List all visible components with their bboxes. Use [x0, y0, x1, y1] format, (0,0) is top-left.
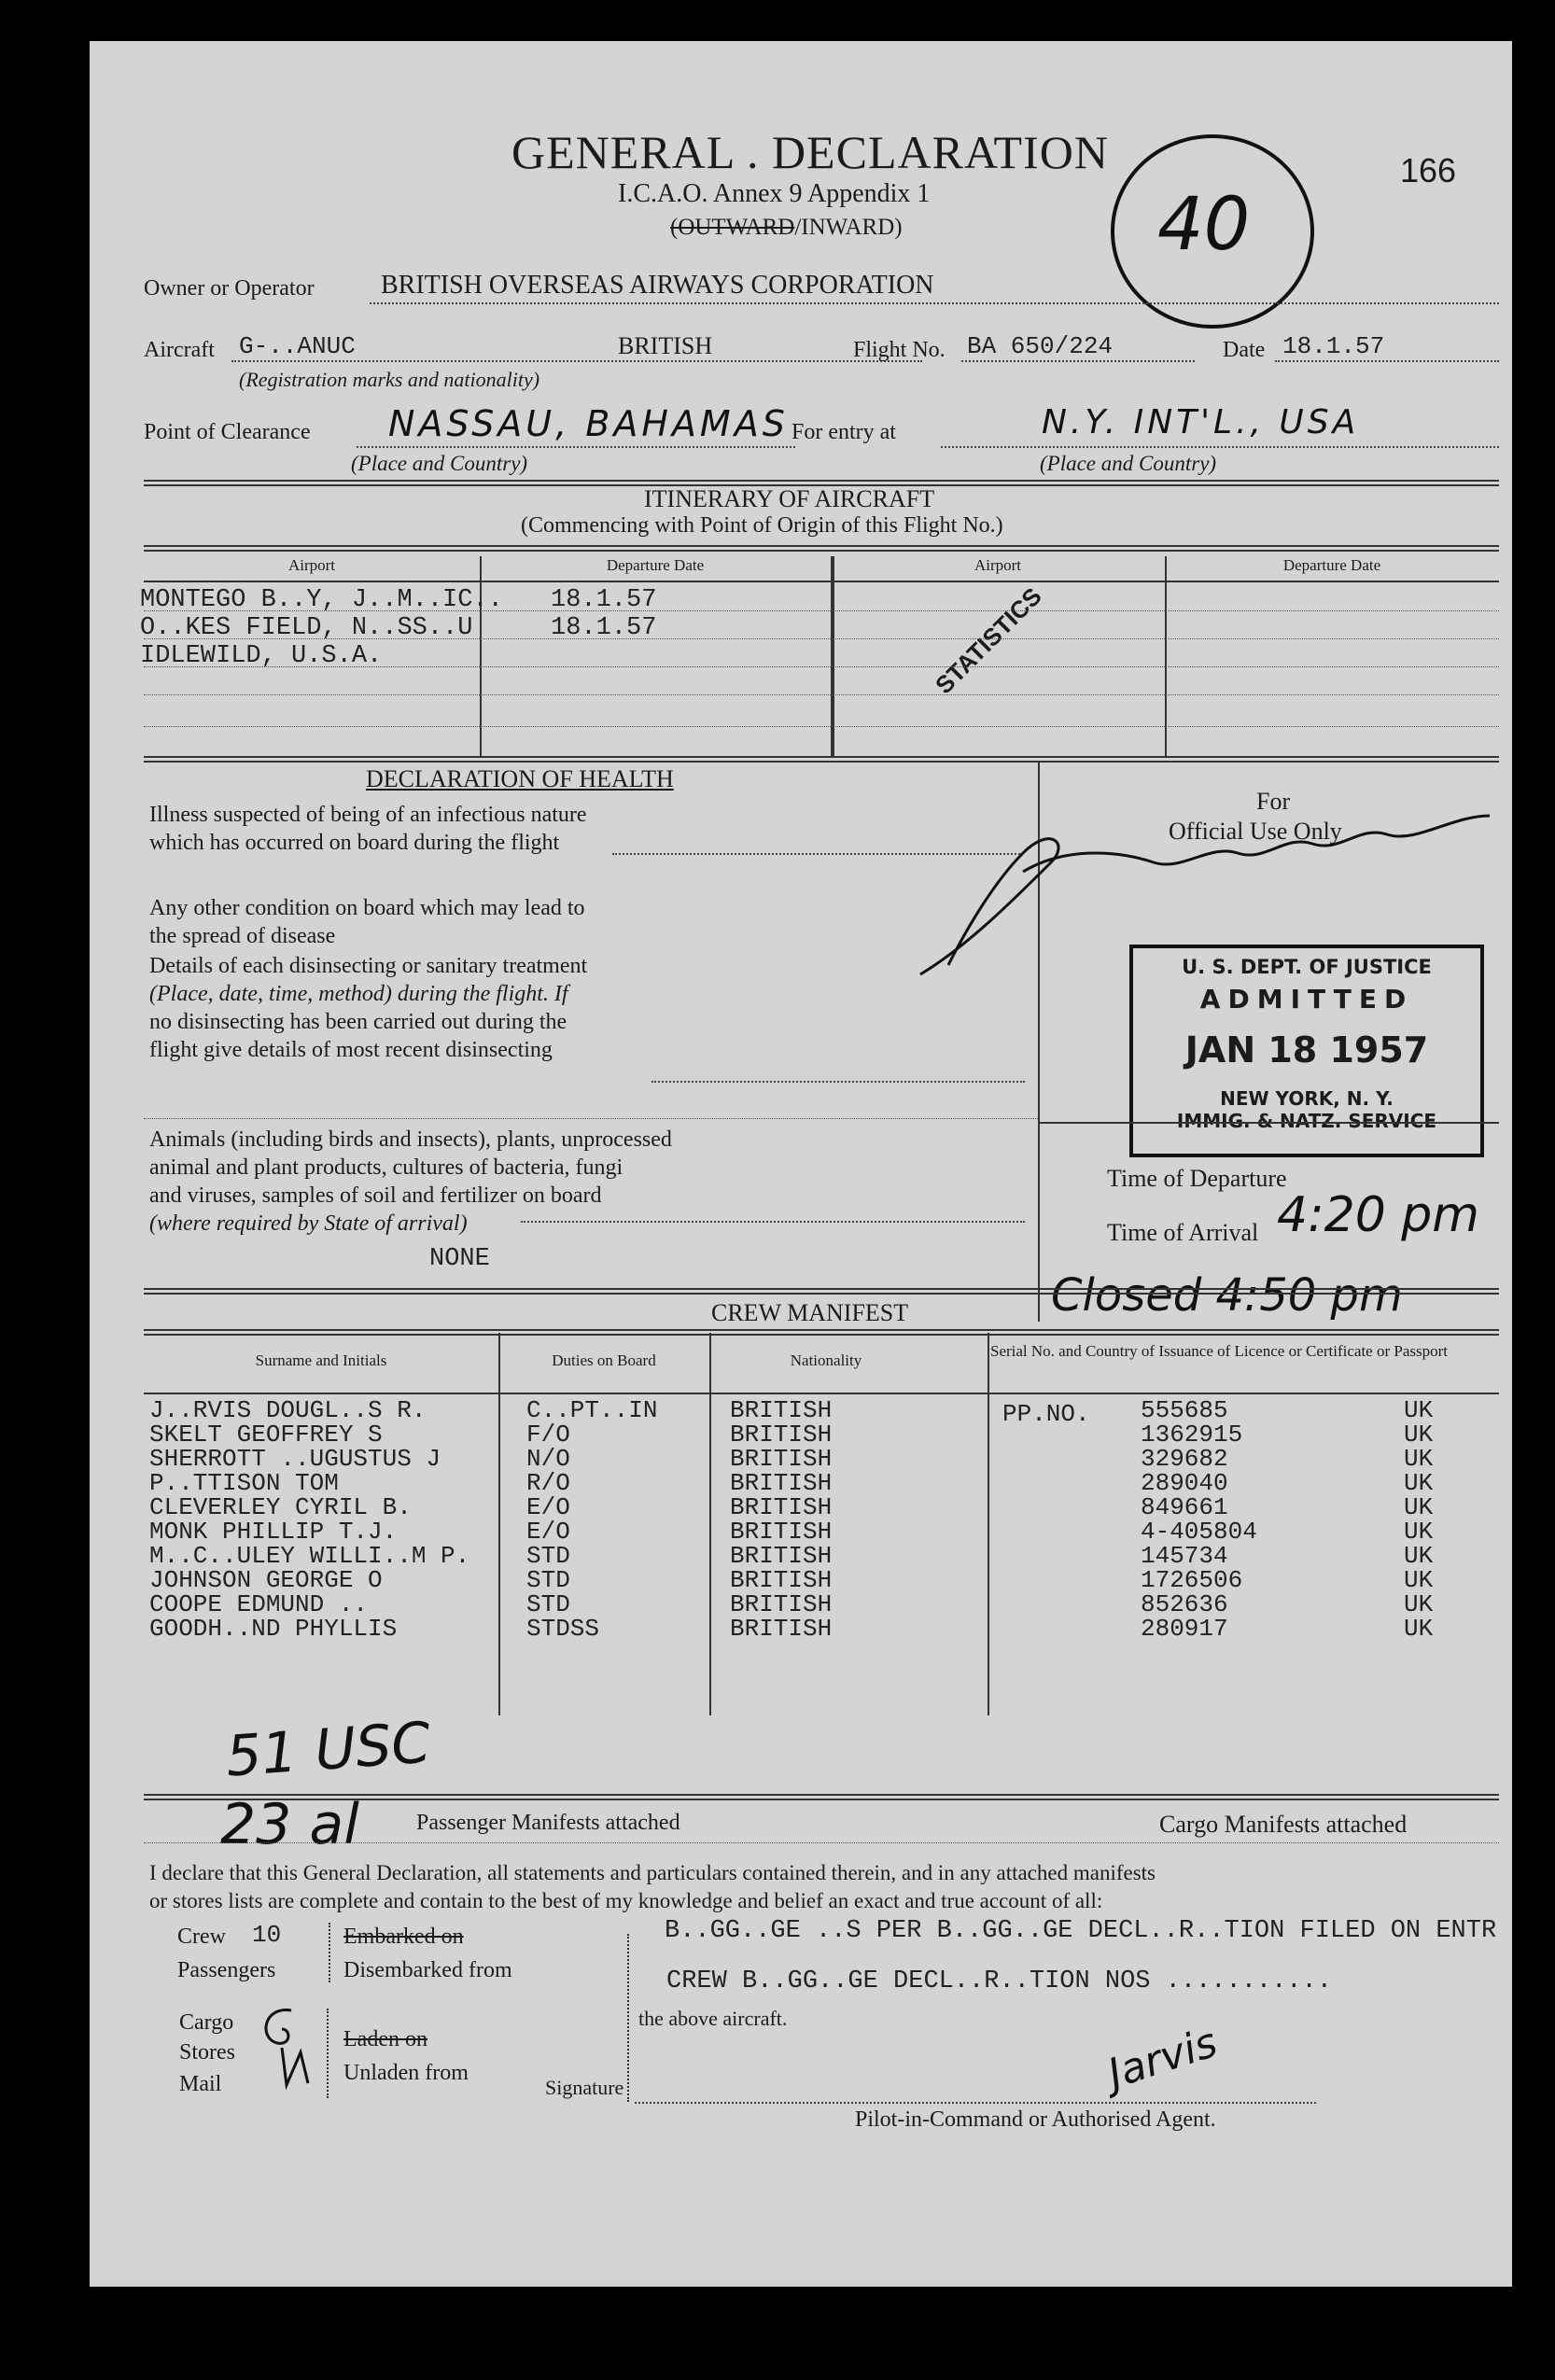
- circled-number: 40: [1157, 183, 1251, 267]
- crew-row: [144, 1469, 1499, 1497]
- crew-top-rule: [144, 1288, 1499, 1295]
- passenger-manifests: Passenger Manifests attached: [416, 1811, 680, 1835]
- crew-serial: 280917: [1141, 1615, 1228, 1643]
- itinerary-header-bottom: [144, 581, 1499, 582]
- health-none-value: NONE: [429, 1245, 490, 1273]
- crew-name: SKELT GEOFFREY S: [149, 1421, 383, 1449]
- stamp-line-5: IMMIG. & NATZ. SERVICE: [1176, 1110, 1437, 1132]
- itinerary-line-4: [144, 694, 1499, 695]
- itinerary-subtitle: (Commencing with Point of Origin of this Flight No.): [521, 513, 1003, 538]
- direction-value: /INWARD): [794, 215, 903, 240]
- health-q4-line: [521, 1221, 1025, 1223]
- date-line: [1275, 360, 1499, 362]
- crew-header-top: [144, 1329, 1499, 1336]
- health-q4-line-4: (where required by State of arrival): [149, 1211, 468, 1236]
- admitted-stamp: [1129, 945, 1484, 1157]
- crew-row: [144, 1493, 1499, 1521]
- page-number: 166: [1400, 151, 1457, 189]
- unladen-label: Unladen from: [343, 2061, 469, 2085]
- crew-name: P..TTISON TOM: [149, 1469, 339, 1497]
- crew-country: UK: [1404, 1518, 1434, 1546]
- crew-duty: E/O: [526, 1493, 570, 1521]
- crew-country: UK: [1404, 1421, 1434, 1449]
- stamp-line-4: NEW YORK, N. Y.: [1220, 1087, 1394, 1110]
- aircraft-label: Aircraft: [144, 338, 215, 362]
- crew-name: SHERROTT ..UGUSTUS J: [149, 1445, 441, 1473]
- crew-country: UK: [1404, 1445, 1434, 1473]
- itinerary-header-date-2: Departure Date: [1282, 556, 1381, 574]
- crew-count-label: Crew: [177, 1925, 226, 1949]
- crew-baggage-line: CREW B..GG..GE DECL..R..TION NOS ...........: [666, 1967, 1332, 1995]
- above-aircraft-text: the above aircraft.: [638, 2007, 788, 2030]
- crew-nationality: BRITISH: [730, 1518, 833, 1546]
- itinerary-header-airport-1: Airport: [287, 556, 336, 574]
- entry-caption: (Place and Country): [1040, 452, 1217, 475]
- health-q1-line-1: Illness suspected of being of an infectious nature: [149, 803, 587, 827]
- itinerary-line-2: [144, 638, 1499, 639]
- crew-hand-note-1: 51 USC: [223, 1710, 433, 1790]
- crew-serial: 4-405804: [1141, 1518, 1257, 1546]
- health-title: DECLARATION OF HEALTH: [366, 765, 674, 792]
- declaration-form: [90, 41, 1512, 2287]
- crew-nationality: BRITISH: [730, 1590, 833, 1618]
- crew-nationality: BRITISH: [730, 1542, 833, 1570]
- crew-serial: 329682: [1141, 1445, 1228, 1473]
- crew-country: UK: [1404, 1542, 1434, 1570]
- entry-value: N.Y. INT'L., USA: [1042, 403, 1360, 441]
- itinerary-airport-row-1: MONTEGO B..Y, J..M..IC..: [140, 586, 503, 614]
- health-q3-line-1: Details of each disinsecting or sanitary treatment: [149, 954, 588, 978]
- crew-nationality: BRITISH: [730, 1615, 833, 1643]
- crew-serial: 852636: [1141, 1590, 1228, 1618]
- entry-line: [941, 446, 1499, 448]
- crew-row: [144, 1615, 1499, 1643]
- date-label: Date: [1223, 338, 1266, 362]
- cargo-manifests: Cargo Manifests attached: [1159, 1811, 1408, 1838]
- crew-header-nationality: Nationality: [790, 1351, 862, 1369]
- crew-name: J..RVIS DOUGL..S R.: [149, 1396, 427, 1424]
- cargo-initials-scribble: [254, 2001, 319, 2094]
- crew-bottom-rule: [144, 1794, 1499, 1800]
- crew-duty: STD: [526, 1566, 570, 1594]
- stores-label: Stores: [179, 2040, 235, 2065]
- form-title: GENERAL . DECLARATION: [511, 126, 1109, 178]
- crew-header-name: Surname and Initials: [255, 1351, 387, 1369]
- crew-country: UK: [1404, 1566, 1434, 1594]
- owner-line: [370, 302, 1499, 304]
- signature-line: [635, 2102, 1316, 2104]
- itinerary-airport-row-3: IDLEWILD, U.S.A.: [140, 642, 383, 670]
- crew-serial: 289040: [1141, 1469, 1228, 1497]
- itinerary-col-2: [831, 556, 834, 758]
- embark-divider: [329, 1923, 330, 1982]
- crew-row: [144, 1566, 1499, 1594]
- itinerary-bottom-rule: [144, 756, 1499, 763]
- direction-label: [670, 215, 903, 241]
- crew-row: [144, 1421, 1499, 1449]
- crew-title: CREW MANIFEST: [711, 1299, 909, 1326]
- arrival-value: 4:20 pm: [1277, 1187, 1479, 1243]
- flight-label: Flight No.: [853, 338, 946, 362]
- itinerary-date-row-2: 18.1.57: [551, 614, 657, 642]
- owner-value: BRITISH OVERSEAS AIRWAYS CORPORATION: [381, 271, 934, 300]
- crew-country: UK: [1404, 1469, 1434, 1497]
- crew-nationality: BRITISH: [730, 1493, 833, 1521]
- itinerary-header-airport-2: Airport: [974, 556, 1022, 574]
- declaration-text-2: or stores lists are complete and contain to the best of my knowledge and belief an exact and true account of all:: [149, 1889, 1103, 1912]
- crew-name: CLEVERLEY CYRIL B.: [149, 1493, 412, 1521]
- stamp-line-2: ADMITTED: [1199, 984, 1414, 1015]
- crew-duty: R/O: [526, 1469, 570, 1497]
- crew-name: COOPE EDMUND ..: [149, 1590, 369, 1618]
- declaration-text-1: I declare that this General Declaration, all statements and particulars contained therein, and in any attached manifests: [149, 1861, 1156, 1884]
- crew-country: UK: [1404, 1615, 1434, 1643]
- signature-label: Signature: [545, 2076, 624, 2099]
- crew-serial: 555685: [1141, 1396, 1228, 1424]
- crew-name: M..C..ULEY WILLI..M P.: [149, 1542, 470, 1570]
- health-q4-line-3: and viruses, samples of soil and fertilizer on board: [149, 1183, 602, 1208]
- crew-duty: E/O: [526, 1518, 570, 1546]
- crew-nationality: BRITISH: [730, 1566, 833, 1594]
- itinerary-airport-row-2: O..KES FIELD, N..SS..U: [140, 614, 473, 642]
- health-q1: [149, 801, 587, 857]
- flight-value: BA 650/224: [967, 332, 1114, 360]
- crew-duty: STD: [526, 1542, 570, 1570]
- crew-country: UK: [1404, 1493, 1434, 1521]
- health-q4-line-2: animal and plant products, cultures of bacteria, fungi: [149, 1155, 623, 1180]
- crew-header-bottom: [144, 1393, 1499, 1394]
- crew-serial-prefix: PP.NO.: [1002, 1400, 1090, 1428]
- health-q1-line-2: which has occurred on board during the flight: [149, 831, 560, 855]
- crew-nationality: BRITISH: [730, 1396, 833, 1424]
- health-rule: [144, 1118, 1038, 1119]
- manifests-rule: [144, 1842, 1499, 1843]
- itinerary-col-3: [1165, 556, 1167, 758]
- clearance-label: Point of Clearance: [144, 420, 311, 444]
- crew-country: UK: [1404, 1396, 1434, 1424]
- crew-name: MONK PHILLIP T.J.: [149, 1518, 398, 1546]
- closed-value: Closed 4:50 pm: [1051, 1269, 1403, 1322]
- crew-header-serial: Serial No. and Country of Issuance of Licence or Certificate or Passport: [989, 1342, 1448, 1360]
- crew-country: UK: [1404, 1590, 1434, 1618]
- crew-duty: STDSS: [526, 1615, 600, 1643]
- crew-rows: [144, 1396, 1499, 1643]
- pilot-label: Pilot-in-Command or Authorised Agent.: [855, 2107, 1216, 2132]
- clearance-value: NASSAU, BAHAMAS: [388, 403, 789, 444]
- flight-line: [961, 360, 1195, 362]
- crew-serial: 1726506: [1141, 1566, 1243, 1594]
- crew-row: [144, 1445, 1499, 1473]
- itinerary-header-rule: [144, 545, 1499, 552]
- crew-serial: 849661: [1141, 1493, 1228, 1521]
- date-value: 18.1.57: [1282, 332, 1385, 360]
- crew-row: [144, 1396, 1499, 1424]
- crew-count-value: 10: [252, 1921, 282, 1949]
- crew-duty: STD: [526, 1590, 570, 1618]
- laden-divider: [327, 2009, 329, 2098]
- health-q3: [149, 952, 587, 1064]
- crew-row: [144, 1590, 1499, 1618]
- statistics-stamp: STATISTICS: [930, 581, 1047, 700]
- itinerary-header-date-1: Departure Date: [606, 556, 705, 574]
- aircraft-value: G-..ANUC: [239, 332, 356, 360]
- health-q2: [149, 894, 585, 950]
- cargo-label: Cargo: [179, 2010, 234, 2035]
- form-subtitle: I.C.A.O. Annex 9 Appendix 1: [618, 179, 931, 208]
- aircraft-caption: (Registration marks and nationality): [239, 368, 540, 391]
- crew-serial: 145734: [1141, 1542, 1228, 1570]
- clearance-caption: (Place and Country): [351, 452, 528, 475]
- itinerary-date-row-1: 18.1.57: [551, 586, 657, 614]
- passengers-label: Passengers: [177, 1958, 276, 1982]
- crew-row: [144, 1542, 1499, 1570]
- crew-hand-note-2: 23 al: [220, 1792, 359, 1857]
- crew-duty: N/O: [526, 1445, 570, 1473]
- stamp-line-1: U. S. DEPT. OF JUSTICE: [1182, 956, 1432, 978]
- itinerary-line-5: [144, 726, 1499, 727]
- official-for: For: [1256, 788, 1291, 815]
- mail-label: Mail: [179, 2072, 222, 2096]
- baggage-divider: [627, 1934, 629, 2102]
- itinerary-title: ITINERARY OF AIRCRAFT: [644, 485, 935, 512]
- crew-row: [144, 1518, 1499, 1546]
- entry-label: For entry at: [792, 420, 896, 444]
- crew-name: JOHNSON GEORGE O: [149, 1566, 383, 1594]
- crew-header-duty: Duties on Board: [552, 1351, 656, 1369]
- health-q3-line-4: flight give details of most recent disinsecting: [149, 1038, 553, 1062]
- crew-nationality: BRITISH: [730, 1445, 833, 1473]
- itinerary-line-3: [144, 666, 1499, 667]
- crew-nationality: BRITISH: [730, 1421, 833, 1449]
- crew-serial: 1362915: [1141, 1421, 1243, 1449]
- stamp-line-3: JAN 18 1957: [1184, 1029, 1429, 1071]
- departure-label: Time of Departure: [1107, 1165, 1287, 1192]
- crew-nationality: BRITISH: [730, 1469, 833, 1497]
- laden-label: Laden on: [343, 2027, 427, 2051]
- health-q4-line-1: Animals (including birds and insects), plants, unprocessed: [149, 1127, 672, 1152]
- owner-label: Owner or Operator: [144, 276, 315, 301]
- crew-name: GOODH..ND PHYLLIS: [149, 1615, 398, 1643]
- official-rule: [1038, 1122, 1499, 1124]
- itinerary-line-1: [144, 610, 1499, 611]
- baggage-line: B..GG..GE ..S PER B..GG..GE DECL..R..TION FILED ON ENTR: [665, 1917, 1497, 1945]
- health-q3-line-3: no disinsecting has been carried out during the: [149, 1010, 567, 1034]
- health-q2-line-2: the spread of disease: [149, 924, 336, 948]
- arrival-label: Time of Arrival: [1107, 1219, 1259, 1246]
- direction-struck: (OUTWARD: [670, 215, 795, 240]
- official-use-only: Official Use Only: [1169, 818, 1342, 845]
- health-q2-line-1: Any other condition on board which may lead to: [149, 896, 585, 920]
- disembarked-label: Disembarked from: [343, 1958, 512, 1982]
- aircraft-nationality: BRITISH: [618, 332, 713, 359]
- health-q3-line-2: (Place, date, time, method) during the flight. If: [149, 982, 568, 1006]
- clearance-line: [357, 446, 795, 448]
- embarked-label: Embarked on: [343, 1925, 464, 1949]
- health-q3-line: [651, 1081, 1025, 1083]
- pilot-signature: Jarvis: [1102, 2018, 1224, 2099]
- crew-duty: C..PT..IN: [526, 1396, 658, 1424]
- crew-duty: F/O: [526, 1421, 570, 1449]
- aircraft-line: [231, 360, 922, 362]
